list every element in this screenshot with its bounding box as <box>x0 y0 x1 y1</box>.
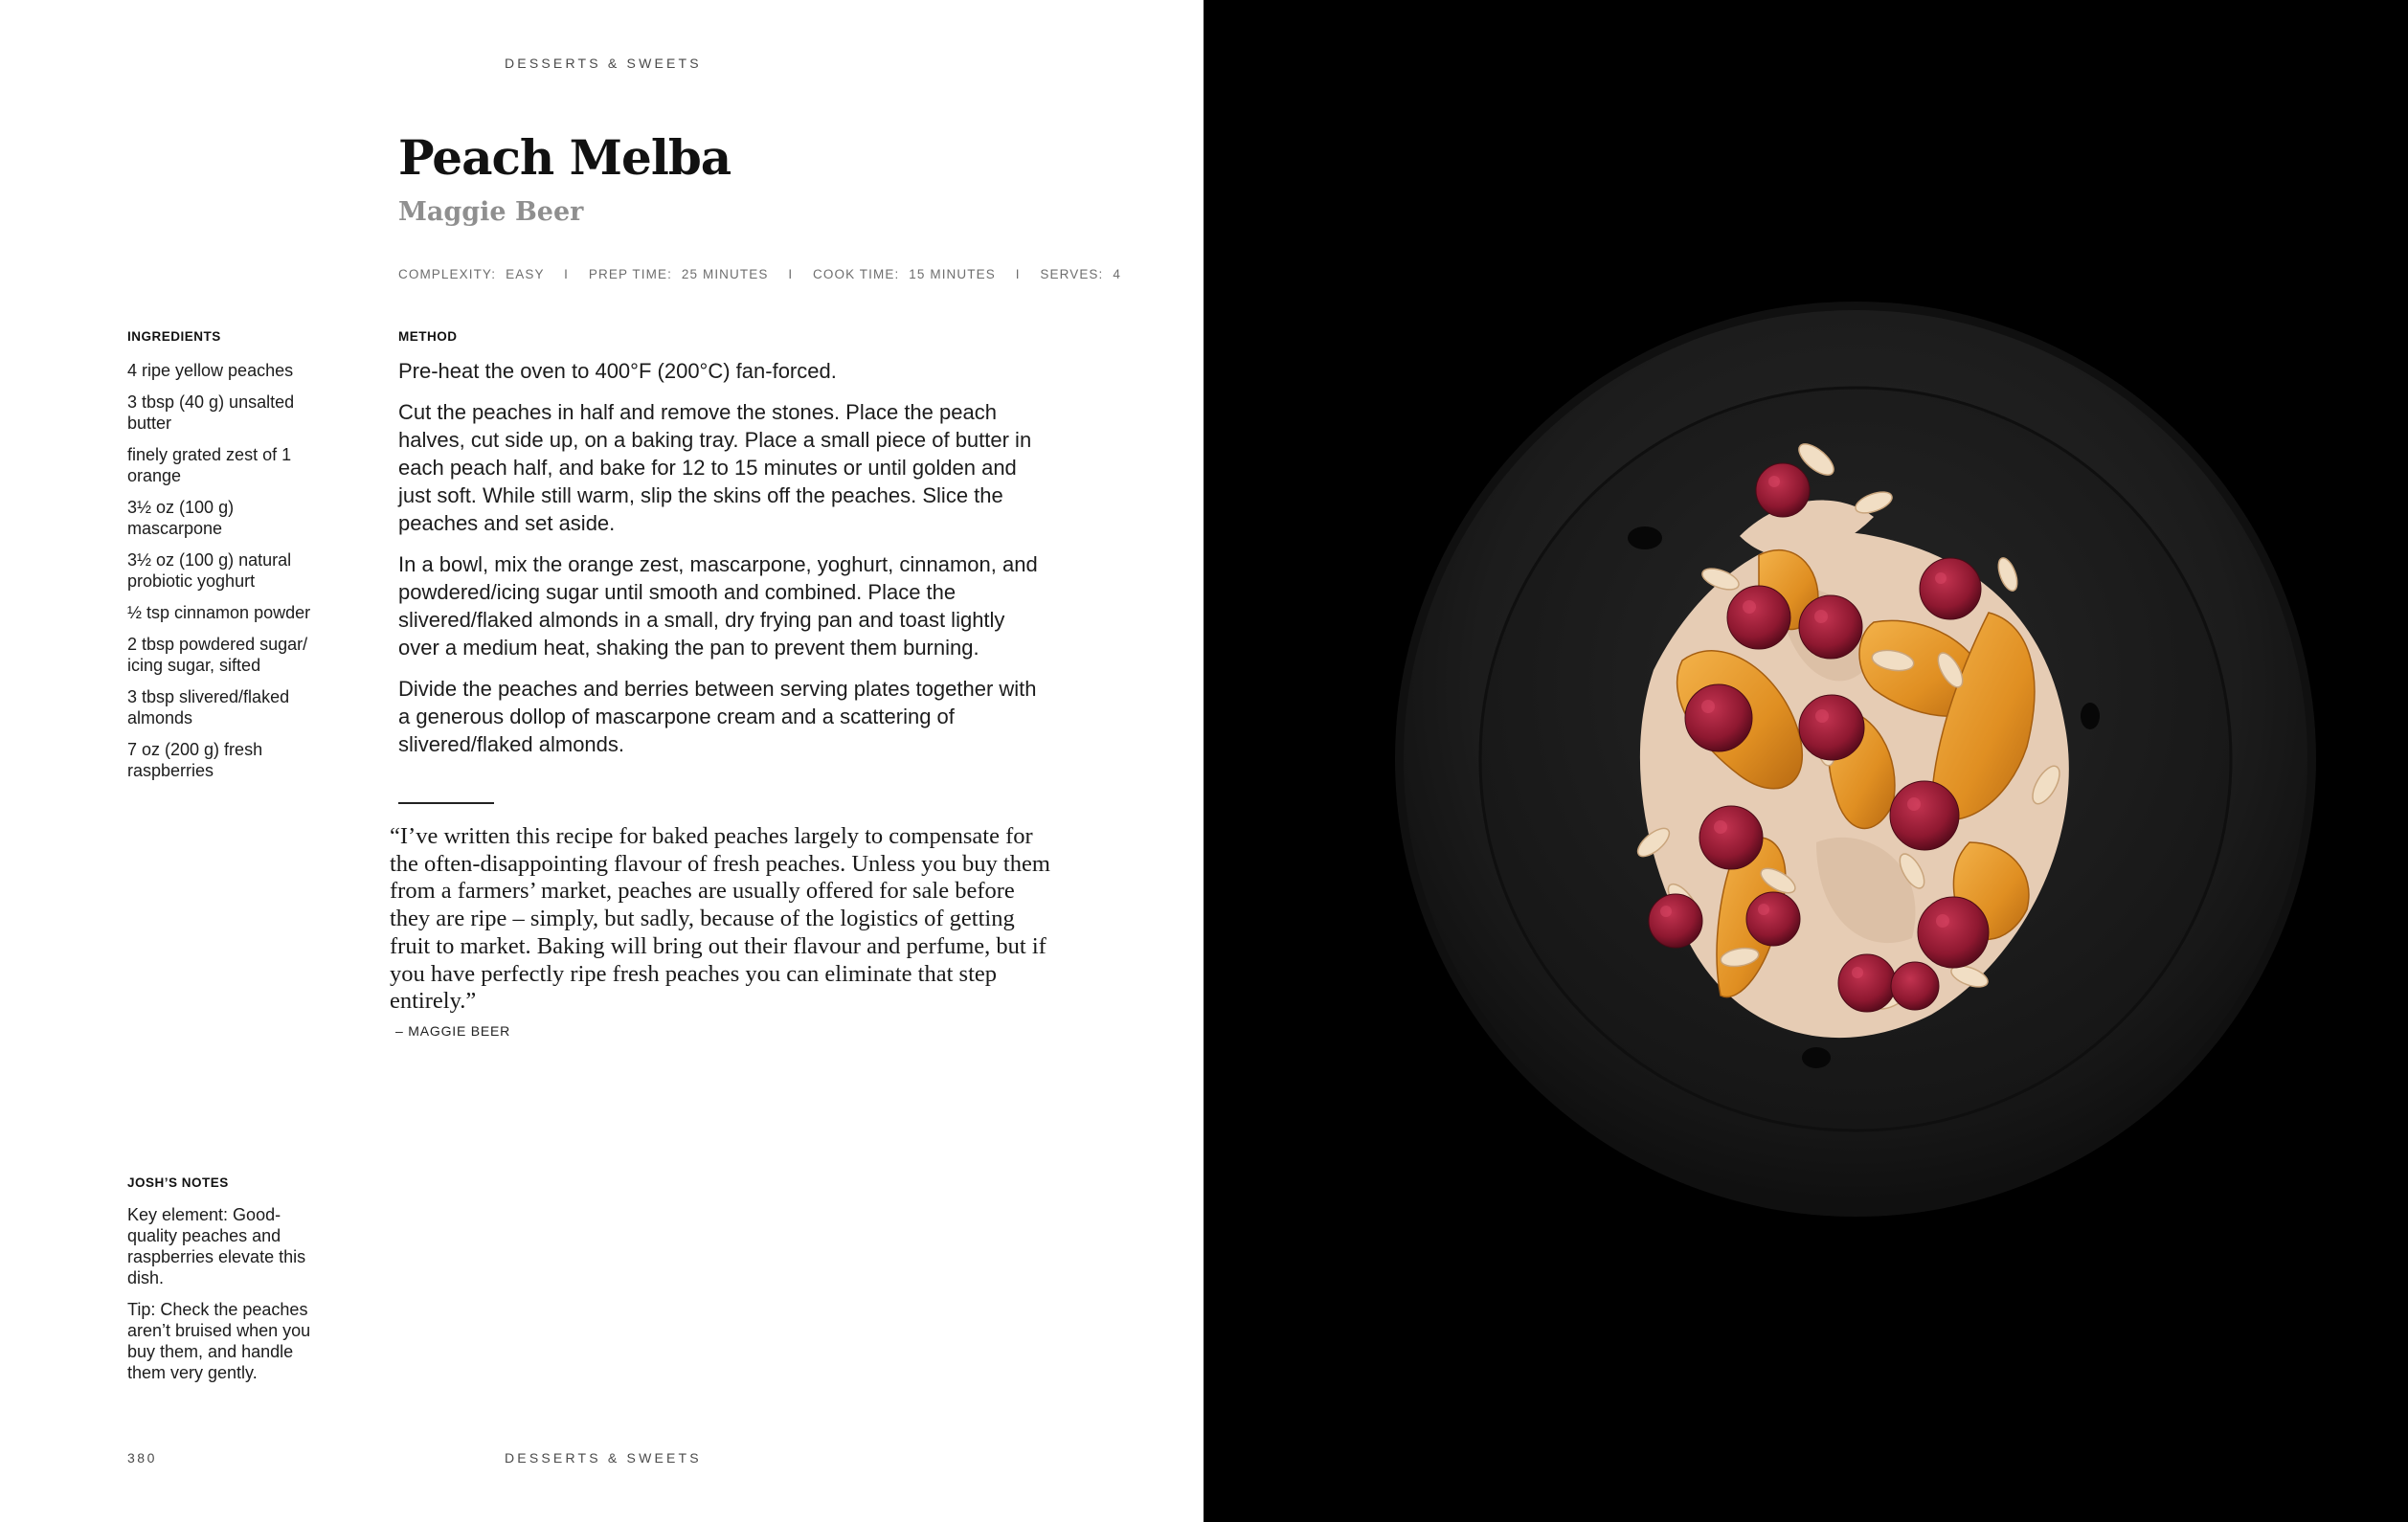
cook-time-label: COOK TIME: <box>813 267 900 281</box>
ingredient-item: 2 tbsp powdered sugar/ icing sugar, sifted <box>127 635 308 675</box>
quote-divider <box>398 802 494 804</box>
method-step: In a bowl, mix the orange zest, mascarpone, yoghurt, cinnamon, and powdered/icing sugar until smooth and combined. Place the slivered/flaked almonds in a small, dry frying pan and toast lightly over a medium heat, shaking the pan to prevent them burning. <box>398 552 1038 660</box>
meta-separator: I <box>564 267 570 281</box>
recipe-meta-line <box>398 267 1121 281</box>
note-item: Key element: Good-quality peaches and raspberries elevate this dish. <box>127 1205 306 1287</box>
serves-value: 4 <box>1113 267 1121 281</box>
ingredient-item: 7 oz (200 g) fresh raspberries <box>127 740 263 780</box>
meta-separator: I <box>1015 267 1021 281</box>
note-item: Tip: Check the peaches aren’t bruised when you buy them, and handle them very gently. <box>127 1300 311 1382</box>
complexity-value: EASY <box>506 267 545 281</box>
ingredient-item: finely grated zest of 1 orange <box>127 445 292 485</box>
photo-page <box>1204 0 2408 1522</box>
ingredient-item: 3½ oz (100 g) natural probiotic yoghurt <box>127 550 292 591</box>
running-foot: DESSERTS & SWEETS <box>505 1450 702 1466</box>
running-head: DESSERTS & SWEETS <box>505 56 702 71</box>
recipe-author: Maggie Beer <box>398 197 584 227</box>
method-step: Divide the peaches and berries between serving plates together with a generous dollop of mascarpone cream and a scattering of slivered/flaked almonds. <box>398 677 1037 756</box>
notes-heading: JOSH’S NOTES <box>127 1175 229 1190</box>
peach-melba-plate-icon <box>1204 0 2408 1522</box>
recipe-title: Peach Melba <box>398 129 731 186</box>
ingredient-item: ½ tsp cinnamon powder <box>127 603 311 622</box>
quote-attribution: – MAGGIE BEER <box>395 1023 511 1039</box>
ingredient-item: 3 tbsp (40 g) unsalted butter <box>127 392 295 433</box>
complexity-label: COMPLEXITY: <box>398 267 497 281</box>
prep-time-value: 25 MINUTES <box>681 267 769 281</box>
ingredient-item: 3½ oz (100 g) mascarpone <box>127 498 235 538</box>
ingredients-list <box>127 360 328 792</box>
ingredient-item: 4 ripe yellow peaches <box>127 361 294 380</box>
cook-time-value: 15 MINUTES <box>909 267 996 281</box>
method-heading: METHOD <box>398 329 458 344</box>
method-step: Pre-heat the oven to 400°F (200°C) fan-forced. <box>398 359 837 383</box>
prep-time-label: PREP TIME: <box>588 267 672 281</box>
page-number: 380 <box>127 1450 157 1466</box>
ingredient-item: 3 tbsp slivered/flaked almonds <box>127 687 290 727</box>
method-steps <box>398 357 1049 772</box>
method-step: Cut the peaches in half and remove the stones. Place the peach halves, cut side up, on a baking tray. Place a small piece of butter in each peach half, and bake for 12 to 15 minutes or until golden and just soft. While still warm, slip the skins off the peaches. Slice the peaches and set aside. <box>398 400 1032 535</box>
meta-separator: I <box>788 267 794 281</box>
chef-notes <box>127 1204 328 1394</box>
pull-quote: “I’ve written this recipe for baked peaches largely to compensate for the often-disappointing flavour of fresh peaches. Unless you buy them from a farmers’ market, peaches are usually offered for sale before they are ripe – simply, but sadly, because of the logistics of getting fruit to market. Baking will bring out their flavour and perfume, but if you have perfectly ripe fresh peaches you can eliminate that step entirely.” <box>390 823 1050 1015</box>
ingredients-heading: INGREDIENTS <box>127 329 221 344</box>
serves-label: SERVES: <box>1040 267 1104 281</box>
